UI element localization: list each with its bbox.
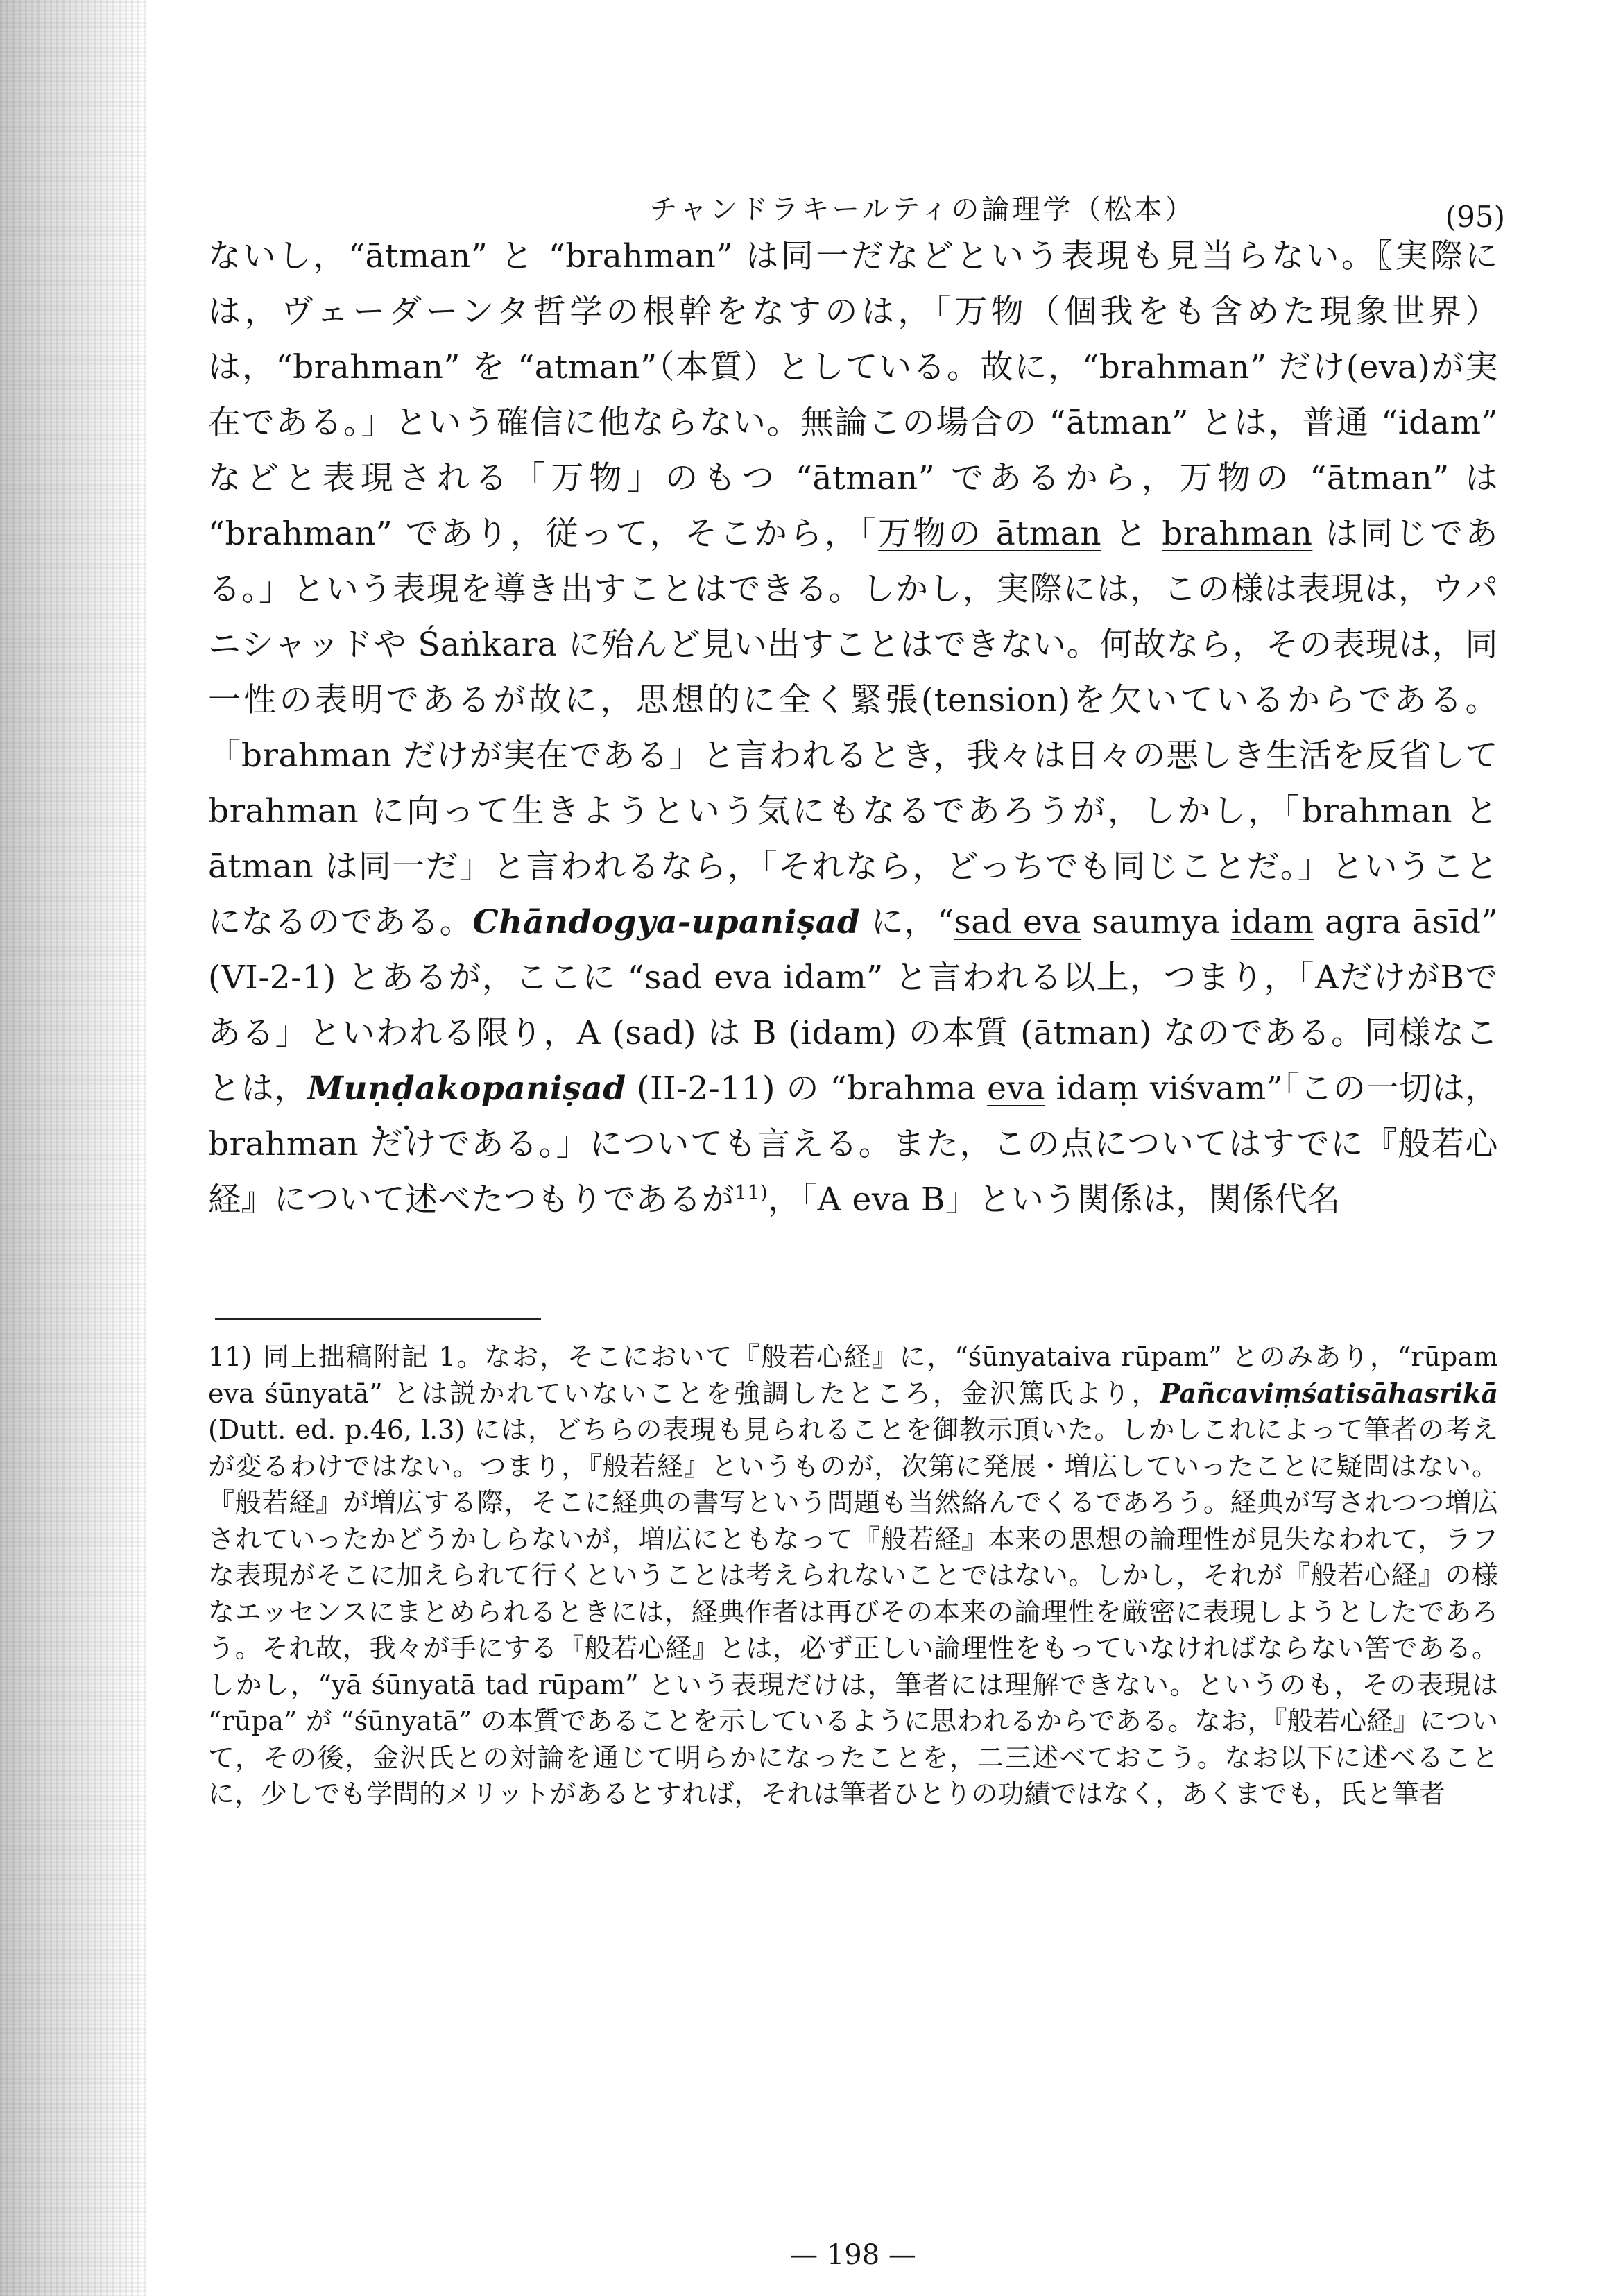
footnote-text: 同上拙稿附記 1。なお，そこにおいて『般若心経』に，“śūnyataiva rūpam” とのみあり，“rūpam eva śūnyatā” とは説かれていないことを強調したところ，金沢篤氏より，: [208, 1342, 1498, 1409]
underlined-phrase: sad eva: [954, 903, 1081, 941]
footnote-label: 11): [208, 1342, 252, 1372]
body-text: である。」についても言える。また，この点についてはすでに『般若心経』について述べたつもりであるが: [208, 1125, 1498, 1219]
body-text: 〖実際には，ヴェーダーンタ哲学の根幹をなすのは，「万物（個我をも含めた現象世界）は，“brahman” を “atman”（本質）としている。故に，“brahman” だけ(eva)が実在である。」という確信に他ならない。無論この場合の “ātman” とは，普通 “idam” などと表現される「万物」のもつ “ātman” であるから，万物の “ātman” は “brahman” であり，従って，そこから，「: [208, 237, 1498, 553]
italic-title: Pañcaviṃśatisāhasrikā: [1160, 1377, 1498, 1409]
main-paragraph: [208, 229, 1498, 1228]
italic-title: Chāndogya-upaniṣad: [472, 903, 861, 941]
page: [208, 187, 1505, 2271]
running-head: チャンドラキールティの論理学（松本）: [649, 194, 1196, 225]
body-text: (II-2-11) の “brahma: [626, 1070, 988, 1108]
underlined-phrase: 万物の ātman: [878, 515, 1102, 553]
footnote-text: (Dutt. ed. p.46, l.3) には，どちらの表現も見られることを御教示頂いた。しかしこれによって筆者の考えが変るわけではない。つまり，『般若経』というものが，次第に発展・増広していったことに疑問はない。『般若経』が増広する際，そこに経典の書写という問題も当然絡んでくるであろう。経典が写されつつ増広されていったかどうかしらないが，増広にともなって『般若経』本来の思想の論理性が見失なわれて，ラフな表現がそこに加えられて行くということは考えられないことではない。しかし，それが『般若心経』の様なエッセンスにまとめられるときには，経典作者は再びその本来の論理性を厳密に表現しようとしたであろう。それ故，我々が手にする『般若心経』とは，必ず正しい論理性をもっていなければならない筈である。しかし，“yā śūnyatā tad rūpam” という表現だけは，筆者には理解できない。というのも，その表現は “rūpa” が “śūnyatā” の本質であることを示しているように思われるからである。なお，『般若心経』について，その後，金沢氏との対論を通じて明らかになったことを，二三述べておこう。なお以下に述べることに，少しでも学問的メリットがあるとすれば，それは筆者ひとりの功績ではなく，あくまでも，氏と筆者: [208, 1414, 1498, 1809]
body-text: と: [1101, 515, 1162, 553]
body-text: saumya: [1081, 903, 1231, 941]
underlined-phrase: brahman: [1162, 515, 1313, 553]
body-text: に，“: [860, 903, 954, 941]
footnote-rule: [215, 1318, 541, 1320]
body-text: は同じである。」という表現を導き出すことはできる。しかし，実際には，この様は表現は，ウパニシャッドや Śaṅkara に殆んど見い出すことはできない。何故なら，その表現は，同一性の表明であるが故に，思想的に全く緊張(tension)を欠いているからである。「brahman だけが実在である」と言われるとき，我々は日々の悪しき生活を反省して brahman に向って生きようという気にもなるであろうが，しかし，「brahman と ātman は同一だ」と言われるなら，「それなら，どっちでも同じことだ。」ということになるのである。: [208, 515, 1498, 941]
page-number-bottom: — 198 —: [790, 2239, 916, 2271]
footnote: [208, 1339, 1498, 1813]
scan-shadow: [0, 0, 146, 2296]
body-text: ，「A eva B」という関係は，関係代名: [768, 1181, 1341, 1219]
underlined-phrase: idam: [1230, 903, 1314, 941]
body-text: ないし，“ātman” と “brahman” は同一だなどという表現も見当らない。: [208, 237, 1377, 275]
footnote-ref: 11): [735, 1181, 768, 1204]
body-text: idaṃ viśvam”「この一切は，brahman: [208, 1070, 1498, 1163]
emphasis-dots: • • だけ: [370, 1125, 438, 1163]
page-number-top: (95): [1445, 200, 1505, 234]
italic-title: Muṇḍakopaniṣad: [307, 1070, 626, 1108]
underlined-phrase: eva: [987, 1070, 1046, 1108]
body-text: agra āsīd” (VI-2-1) とあるが，ここに “sad eva idam” と言われる以上，つまり，「AだけがBである」といわれる限り，A (sad) は B (idam) の本質 (ātman) なのである。同様なことは，: [208, 903, 1499, 1108]
